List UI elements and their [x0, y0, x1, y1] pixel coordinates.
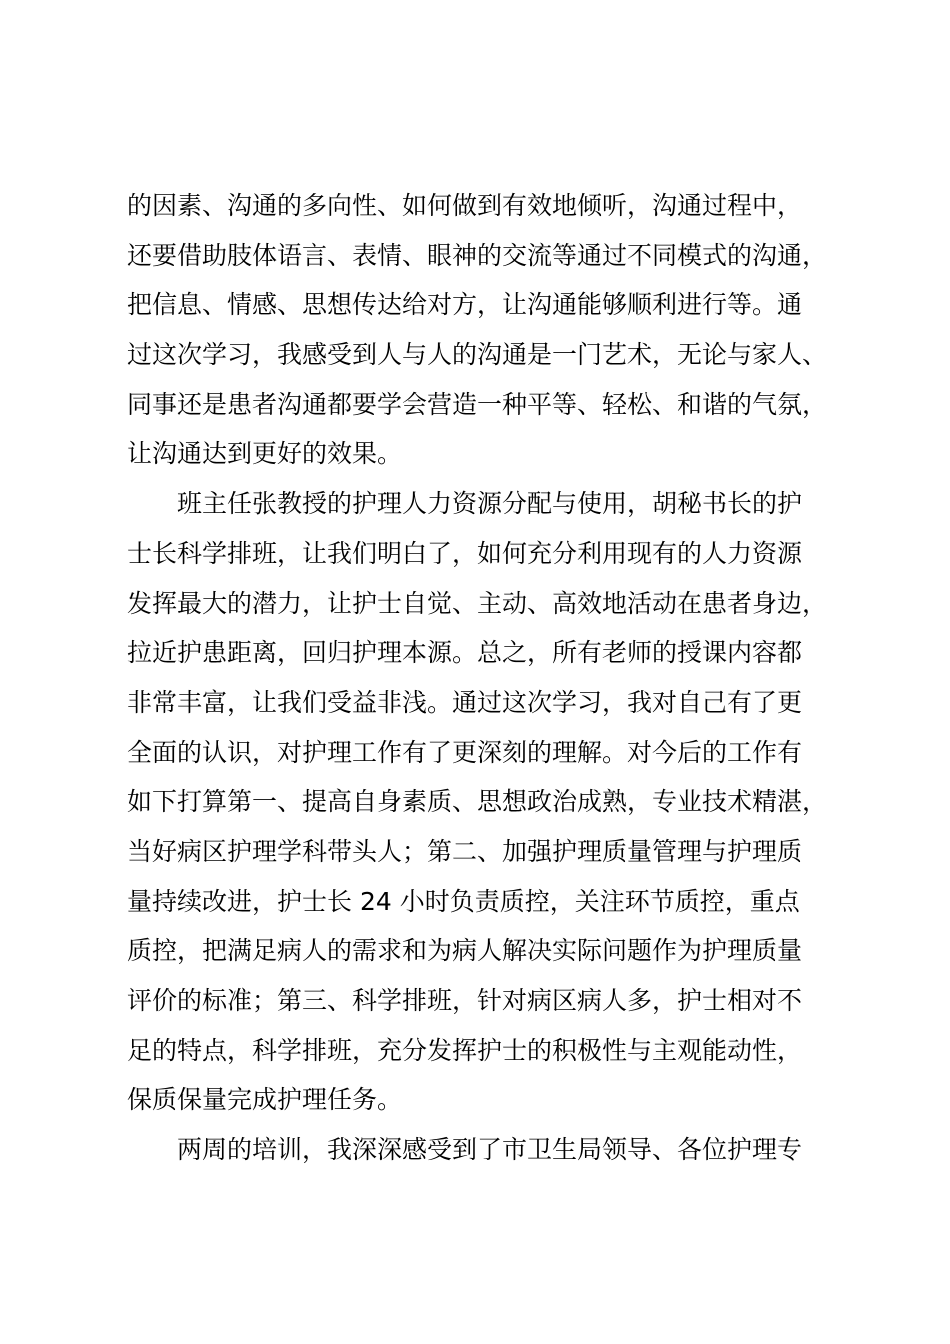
text-line: 把信息、情感、思想传达给对方，让沟通能够顺利进行等。通 — [127, 290, 803, 320]
text-line: 保质保量完成护理任务。 — [127, 1085, 403, 1115]
text-line: 的因素、沟通的多向性、如何做到有效地倾听，沟通过程中， — [127, 191, 803, 220]
text-line: 质控，把满足病人的需求和为病人解决实际问题作为护理质量 — [127, 936, 803, 966]
text-line: 量持续改进，护士长 24 小时负责质控，关注环节质控，重点 — [127, 886, 800, 916]
text-line: 发挥最大的潜力，让护士自觉、主动、高效地活动在患者身边， — [127, 588, 828, 618]
text-line: 让沟通达到更好的效果。 — [127, 439, 403, 469]
text-line: 足的特点，科学排班，充分发挥护士的积极性与主观能动性， — [127, 1035, 803, 1065]
text-line: 拉近护患距离，回归护理本源。总之，所有老师的授课内容都 — [127, 638, 803, 668]
text-line: 当好病区护理学科带头人；第二、加强护理质量管理与护理质 — [127, 836, 803, 866]
text-line: 士长科学排班，让我们明白了，如何充分利用现有的人力资源 — [127, 538, 803, 568]
body-text — [127, 181, 867, 1175]
text-line: 全面的认识，对护理工作有了更深刻的理解。对今后的工作有 — [127, 737, 803, 767]
text-line: 同事还是患者沟通都要学会营造一种平等、轻松、和谐的气氛， — [127, 389, 828, 419]
paragraph-start-line: 班主任张教授的护理人力资源分配与使用，胡秘书长的护 — [177, 489, 803, 519]
text-line: 还要借助肢体语言、表情、眼神的交流等通过不同模式的沟通， — [127, 240, 828, 270]
text-line: 过这次学习，我感受到人与人的沟通是一门艺术，无论与家人、 — [127, 340, 828, 370]
text-line: 评价的标准；第三、科学排班，针对病区病人多，护士相对不 — [127, 986, 803, 1015]
paragraph-start-line: 两周的培训，我深深感受到了市卫生局领导、各位护理专 — [177, 1135, 803, 1165]
text-line: 如下打算第一、提高自身素质、思想政治成熟，专业技术精湛， — [127, 787, 828, 817]
text-line: 非常丰富，让我们受益非浅。通过这次学习，我对自己有了更 — [127, 687, 803, 717]
